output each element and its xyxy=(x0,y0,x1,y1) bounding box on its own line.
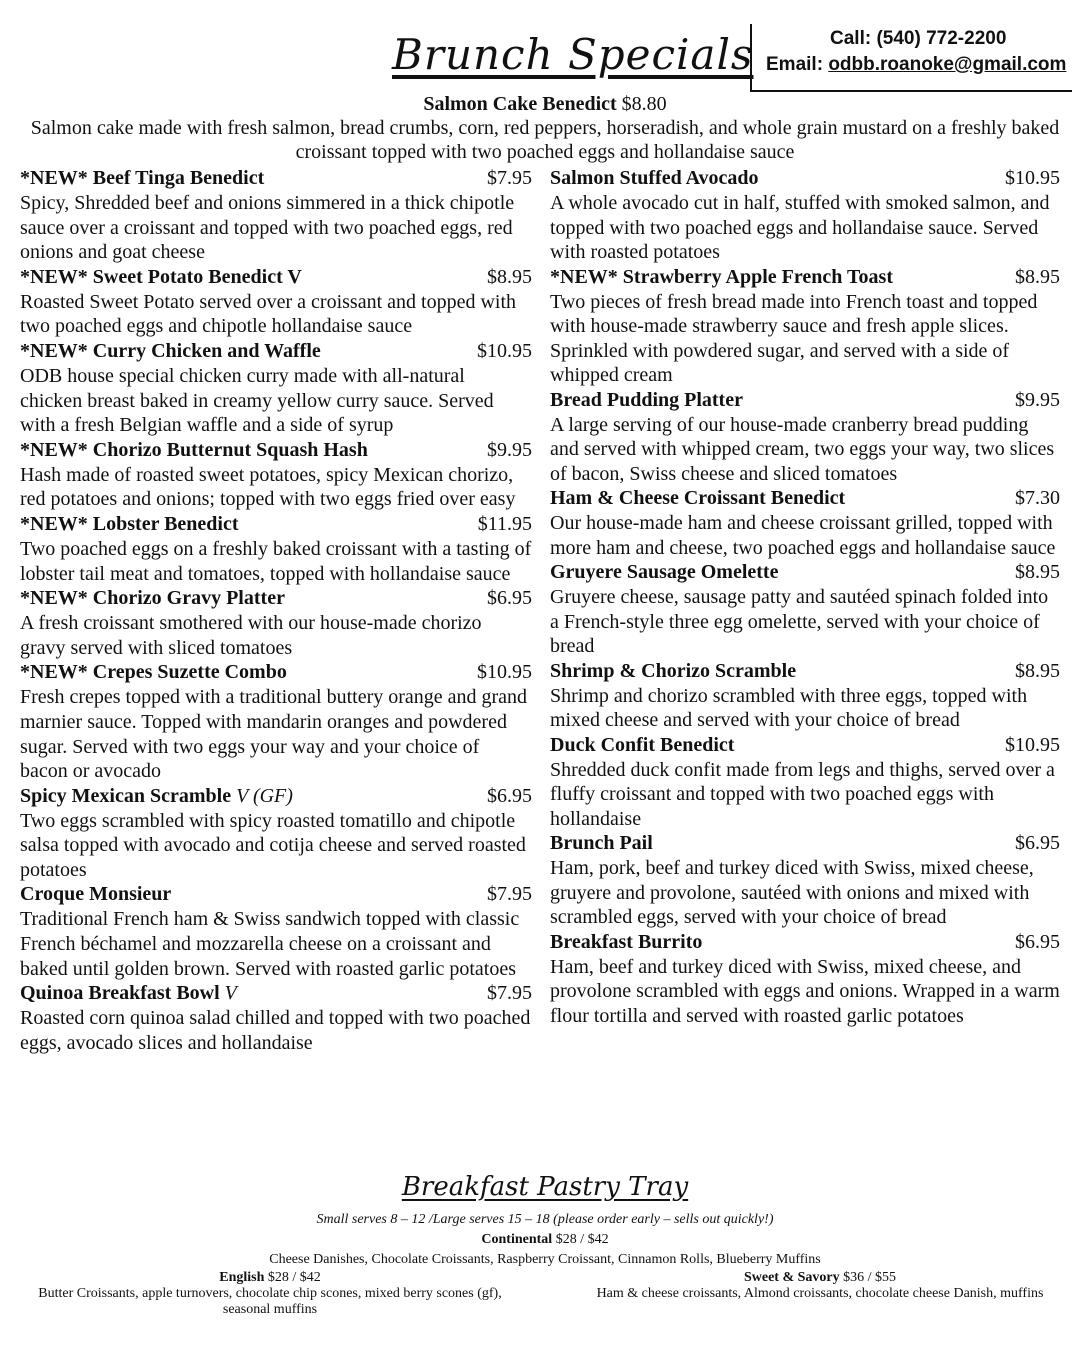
menu-item-name xyxy=(20,586,285,611)
menu-item-name xyxy=(20,882,171,907)
menu-item-header xyxy=(550,560,1060,585)
menu-item-description: A whole avocado cut in half, stuffed with smoked salmon, and topped with two poached eggs and hollandaise sauce. Served with roasted potatoes xyxy=(550,192,1050,263)
menu-item-description: Two eggs scrambled with spicy roasted tomatillo and chipotle salsa topped with avocado and cotija cheese and served roasted potatoes xyxy=(20,809,526,881)
menu-item-price: $8.95 xyxy=(1015,561,1060,583)
menu-item xyxy=(550,388,1060,487)
menu-item xyxy=(20,882,532,981)
menu-item-title: Duck Confit Benedict xyxy=(550,733,735,756)
menu-item-name xyxy=(550,388,743,413)
menu-item-name xyxy=(550,659,796,684)
menu-item-name xyxy=(550,831,653,856)
menu-item-header xyxy=(550,733,1060,758)
menu-item-header xyxy=(550,166,1060,191)
menu-item-title: Gruyere Sausage Omelette xyxy=(550,561,779,583)
menu-item-description: ODB house special chicken curry made with all-natural chicken breast baked in creamy yellow curry sauce. Served with a fresh Belgian waffle and a side of syrup xyxy=(20,364,494,437)
email-line xyxy=(766,54,1066,76)
menu-item-description: Two poached eggs on a freshly baked croissant with a tasting of lobster tail meat and tomatoes, topped with hollandaise sauce xyxy=(20,537,532,585)
menu-item-description: Spicy, Shredded beef and onions simmered in a thick chipotle sauce over a croissant and topped with two poached eggs, red onions and goat cheese xyxy=(20,192,515,264)
menu-item-description: A large serving of our house-made cranberry bread pudding and served with whipped cream, two eggs your way, two slices of bacon, Swiss cheese and sliced tomatoes xyxy=(550,413,1055,485)
menu-item-title: *NEW* Crepes Suzette Combo xyxy=(20,661,287,684)
menu-item-name xyxy=(20,166,264,191)
menu-item-price: $9.95 xyxy=(487,438,532,461)
menu-item-title: Bread Pudding Platter xyxy=(550,388,743,411)
contact-box xyxy=(750,24,1072,92)
left-menu-column xyxy=(20,166,532,1055)
menu-item xyxy=(20,586,532,660)
english-items: Butter Croissants, apple turnovers, chocolate chip scones, mixed berry scones (gf), seasonal muffins xyxy=(38,1286,502,1317)
menu-item-name xyxy=(20,438,368,463)
menu-item-price: $10.95 xyxy=(477,339,532,362)
menu-item-name xyxy=(20,784,293,809)
menu-item-header xyxy=(20,339,532,364)
menu-item-name xyxy=(550,733,734,758)
menu-item-description: Our house-made ham and cheese croissant grilled, topped with more ham and cheese, two poached eggs and hollandaise sauce xyxy=(550,512,1056,559)
english-name: English xyxy=(219,1270,265,1285)
right-menu-column xyxy=(550,166,1060,1028)
menu-item-title: Spicy Mexican Scramble xyxy=(20,784,232,807)
menu-item-price: $7.95 xyxy=(487,883,532,906)
menu-item-price: $6.95 xyxy=(487,587,532,610)
menu-item xyxy=(20,339,532,438)
menu-item-title: Salmon Stuffed Avocado xyxy=(550,167,759,189)
menu-item-header xyxy=(550,486,1060,511)
menu-item xyxy=(20,265,532,339)
menu-item-description: Two pieces of fresh bread made into French toast and topped with house-made strawberry sauce and fresh apple slices. Sprinkled with powdered sugar, and served with a side of whipped cream xyxy=(550,290,1038,386)
menu-item-header xyxy=(550,265,1060,290)
menu-item-name xyxy=(550,930,702,955)
menu-item-price: $7.95 xyxy=(487,982,532,1005)
menu-item xyxy=(550,166,1060,265)
savory-heading xyxy=(570,1270,1070,1286)
menu-item-price: $7.95 xyxy=(487,167,532,189)
continental-name: Continental xyxy=(481,1232,553,1247)
english-block xyxy=(20,1270,520,1318)
email-label: Email: xyxy=(766,54,824,75)
menu-item-header xyxy=(20,784,532,809)
menu-item xyxy=(550,659,1060,733)
menu-item-header xyxy=(550,659,1060,684)
savory-price: $36 / $55 xyxy=(843,1270,897,1285)
menu-item-header xyxy=(550,388,1060,413)
menu-item-description: Ham, beef and turkey diced with Swiss, mixed cheese, and provolone scrambled with eggs and onions. Wrapped in a warm flour tortilla and served with roasted garlic potatoes xyxy=(550,955,1060,1027)
english-price: $28 / $42 xyxy=(267,1270,321,1285)
menu-item xyxy=(20,660,532,783)
menu-item xyxy=(20,438,532,512)
menu-item-description: Roasted Sweet Potato served over a croissant and topped with two poached eggs and chipotle hollandaise sauce xyxy=(20,290,516,338)
menu-item-name xyxy=(550,265,893,290)
pastry-tray-section xyxy=(20,1172,1070,1318)
menu-item-header xyxy=(20,660,532,685)
menu-item-description: Shredded duck confit made from legs and thighs, served over a fluffy croissant and topped with two poached eggs with hollandaise xyxy=(550,758,1055,830)
menu-item-title: Croque Monsieur xyxy=(20,883,172,906)
menu-item-title: *NEW* Strawberry Apple French Toast xyxy=(550,265,893,288)
menu-item-title: Breakfast Burrito xyxy=(550,930,703,953)
pastry-lower-row xyxy=(20,1270,1070,1318)
menu-item-header xyxy=(20,166,532,191)
continental-price: $28 / $42 xyxy=(555,1232,609,1247)
menu-item-header xyxy=(20,882,532,907)
menu-item-header xyxy=(550,831,1060,856)
menu-item-title: Quinoa Breakfast Bowl xyxy=(20,982,220,1005)
dietary-tag: V (GF) xyxy=(236,784,293,807)
menu-item-price: $10.95 xyxy=(477,661,532,684)
menu-item-title: *NEW* Lobster Benedict xyxy=(20,512,239,535)
continental-items: Cheese Danishes, Chocolate Croissants, Raspberry Croissant, Cinnamon Rolls, Blueberry Muffins xyxy=(269,1252,821,1267)
menu-item-name xyxy=(20,981,237,1006)
menu-item-price: $9.95 xyxy=(1015,388,1060,411)
savory-name: Sweet & Savory xyxy=(743,1270,840,1285)
menu-item-header xyxy=(20,981,532,1006)
menu-item-name xyxy=(550,560,778,585)
menu-item-header xyxy=(20,438,532,463)
menu-item-description: Gruyere cheese, sausage patty and sautéed spinach folded into a French-style three egg omelette, served with your choice of bread xyxy=(550,586,1049,657)
continental-heading xyxy=(20,1232,1070,1248)
menu-item-header xyxy=(20,586,532,611)
menu-item-title: *NEW* Chorizo Butternut Squash Hash xyxy=(20,438,368,461)
menu-item xyxy=(550,265,1060,388)
menu-item-title: *NEW* Beef Tinga Benedict xyxy=(20,167,265,189)
menu-item xyxy=(550,486,1060,560)
email-link[interactable]: odbb.roanoke@gmail.com xyxy=(828,54,1067,75)
menu-item-description: Traditional French ham & Swiss sandwich topped with classic French béchamel and mozzarella cheese on a croissant and baked until golden brown. Served with roasted garlic potatoes xyxy=(20,908,520,980)
menu-item-description: Roasted corn quinoa salad chilled and topped with two poached eggs, avocado slices and hollandaise xyxy=(20,1007,531,1054)
menu-item-price: $10.95 xyxy=(1005,167,1060,189)
menu-item-price: $8.95 xyxy=(487,265,532,288)
phone-line xyxy=(830,28,1006,50)
phone-label: Call: xyxy=(830,28,872,49)
menu-item-description: Ham, pork, beef and turkey diced with Swiss, mixed cheese, gruyere and provolone, sautéed with onions and mixed with scrambled eggs, served with your choice of bread xyxy=(550,857,1034,928)
menu-item xyxy=(550,560,1060,659)
menu-item xyxy=(20,512,532,586)
menu-item-name xyxy=(20,265,302,290)
menu-item-description: Hash made of roasted sweet potatoes, spicy Mexican chorizo, red potatoes and onions; topped with two eggs fried over easy xyxy=(20,463,516,511)
featured-name: Salmon Cake Benedict xyxy=(423,93,617,115)
menu-item xyxy=(20,784,532,883)
menu-item-title: *NEW* Chorizo Gravy Platter xyxy=(20,587,285,610)
menu-item-name xyxy=(550,486,845,511)
featured-item xyxy=(20,92,1070,164)
menu-item-title: Brunch Pail xyxy=(550,832,653,854)
menu-item-header xyxy=(20,512,532,537)
menu-item-name xyxy=(550,166,759,191)
menu-item-description: Fresh crepes topped with a traditional buttery orange and grand marnier sauce. Topped with mandarin oranges and powdered sugar. Served with two eggs your way and your choice of bacon or avocado xyxy=(20,686,528,783)
savory-block xyxy=(570,1270,1070,1318)
featured-heading xyxy=(20,92,1070,116)
menu-item xyxy=(550,930,1060,1029)
page-title: Brunch Specials xyxy=(392,30,754,79)
menu-item-title: *NEW* Curry Chicken and Waffle xyxy=(20,339,321,362)
menu-item xyxy=(20,166,532,265)
menu-item xyxy=(550,831,1060,930)
menu-item-price: $10.95 xyxy=(1005,733,1060,756)
pastry-title: Breakfast Pastry Tray xyxy=(401,1172,689,1202)
menu-item-name xyxy=(20,512,239,537)
menu-item-name xyxy=(20,339,321,364)
english-heading xyxy=(20,1270,520,1286)
menu-item-price: $6.95 xyxy=(1015,930,1060,953)
menu-item xyxy=(20,981,532,1055)
menu-item-header xyxy=(550,930,1060,955)
menu-item-description: Shrimp and chorizo scrambled with three eggs, topped with mixed cheese and served with your choice of bread xyxy=(550,684,1028,731)
featured-description: Salmon cake made with fresh salmon, bread crumbs, corn, red peppers, horseradish, and whole grain mustard on a freshly baked croissant topped with two poached eggs and hollandaise sauce xyxy=(30,117,1060,163)
menu-item-header xyxy=(20,265,532,290)
phone-number[interactable]: (540) 772-2200 xyxy=(876,28,1007,49)
menu-item-price: $8.95 xyxy=(1015,659,1060,682)
menu-item-title: Ham & Cheese Croissant Benedict xyxy=(550,487,846,509)
pastry-note: Small serves 8 – 12 /Large serves 15 – 18 (please order early – sells out quickly!) xyxy=(316,1212,774,1227)
menu-item-price: $7.30 xyxy=(1015,487,1060,509)
menu-item-title: Shrimp & Chorizo Scramble xyxy=(550,659,797,682)
menu-item xyxy=(550,733,1060,832)
savory-items: Ham & cheese croissants, Almond croissants, chocolate cheese Danish, muffins xyxy=(596,1286,1044,1301)
menu-item-name xyxy=(20,660,287,685)
menu-item-description: A fresh croissant smothered with our house-made chorizo gravy served with sliced tomatoes xyxy=(20,612,482,659)
menu-item-price: $11.95 xyxy=(477,512,532,535)
menu-item-price: $6.95 xyxy=(1015,832,1060,854)
menu-item-price: $6.95 xyxy=(487,784,532,807)
featured-price: $8.80 xyxy=(621,93,667,115)
menu-item-price: $8.95 xyxy=(1015,265,1060,288)
dietary-tag: V xyxy=(224,982,237,1005)
menu-item-title: *NEW* Sweet Potato Benedict V xyxy=(20,265,302,288)
